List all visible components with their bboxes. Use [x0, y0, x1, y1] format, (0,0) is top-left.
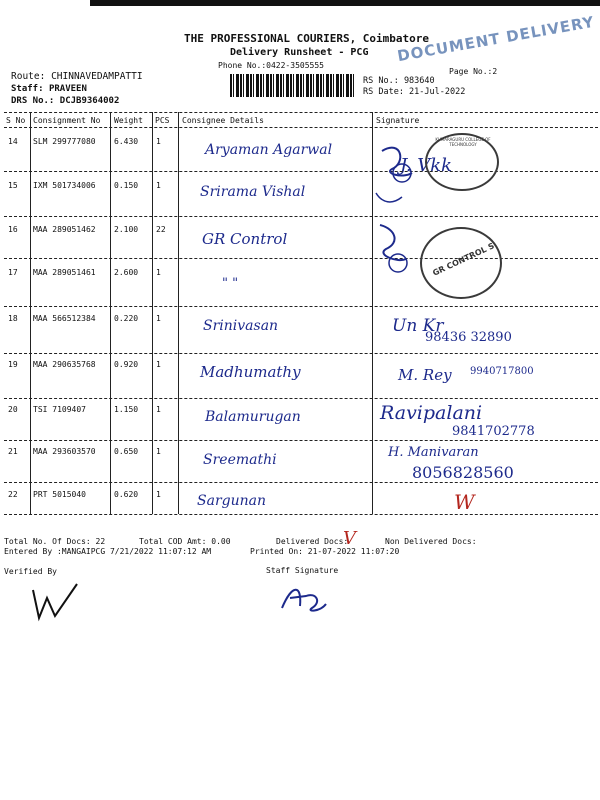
row-consignee-handwritten: Balamurugan	[205, 409, 301, 425]
row-consignee-ditto: " "	[222, 276, 239, 291]
row-consignment: PRT 5015040	[33, 490, 86, 499]
row-pcs: 1	[156, 360, 161, 369]
row-sno: 20	[8, 405, 18, 414]
col-header-signature: Signature	[376, 116, 420, 125]
rs-date: RS Date: 21-Jul-2022	[363, 87, 466, 97]
row-separator	[4, 306, 598, 307]
table-top-rule	[4, 112, 598, 113]
header-bottom-rule	[4, 127, 598, 128]
row-pcs: 1	[156, 490, 161, 499]
col-header-consignment: Consignment No	[33, 116, 101, 125]
row-signature: Ravipalani	[380, 402, 483, 424]
row-consignee-handwritten: GR Control	[202, 230, 288, 248]
row-pcs: 1	[156, 314, 161, 323]
row-separator	[4, 353, 598, 354]
seal-middle-text: GR CONTROL S	[431, 241, 496, 278]
row-pcs: 1	[156, 181, 161, 190]
drs-line	[11, 96, 119, 106]
row-separator	[4, 258, 598, 259]
row-sno: 17	[8, 268, 18, 277]
row-signature: H. Manivaran	[388, 445, 479, 460]
barcode	[230, 74, 355, 97]
row-sno: 22	[8, 490, 18, 499]
row-weight: 0.650	[114, 447, 139, 456]
row-consignee-handwritten: Aryaman Agarwal	[205, 142, 333, 158]
row-weight: 0.920	[114, 360, 139, 369]
route-label: Route:	[11, 71, 46, 82]
delivered-docs-label: Delivered Docs:	[276, 537, 349, 546]
company-title: THE PROFESSIONAL COURIERS, Coimbatore	[184, 32, 430, 45]
col-divider-weight	[152, 112, 153, 514]
col-divider-pcs	[178, 112, 179, 514]
row-consignee-handwritten: Srinivasan	[203, 318, 279, 334]
row-weight: 2.600	[114, 268, 139, 277]
row-consignment: MAA 289051461	[33, 268, 96, 277]
row-consignment: MAA 566512384	[33, 314, 96, 323]
table-bottom-rule	[4, 514, 598, 515]
printed-on: Printed On: 21-07-2022 11:07:20	[250, 547, 400, 556]
col-header-sno: S No	[6, 116, 26, 125]
row-phone-handwritten: 9940717800	[470, 366, 534, 377]
seal-top-text: KUMARAGURU COLLEGE OF TECHNOLOGY	[435, 137, 491, 147]
verifier-signature	[25, 580, 85, 625]
drs-value: DCJB9364002	[59, 96, 120, 106]
rs-number: RS No.: 983640	[363, 76, 435, 86]
total-docs: Total No. Of Docs: 22	[4, 537, 106, 546]
col-header-weight: Weight	[114, 116, 143, 125]
row-consignee-handwritten: Sreemathi	[203, 452, 277, 468]
row-pcs: 22	[156, 225, 166, 234]
col-divider-sno	[30, 112, 31, 514]
staff-value: PRAVEEN	[48, 84, 87, 94]
row-sno: 16	[8, 225, 18, 234]
row-consignment: MAA 289051462	[33, 225, 96, 234]
row-weight: 0.220	[114, 314, 139, 323]
staff-line	[11, 84, 87, 94]
page-number: Page No.:2	[449, 67, 498, 76]
row-phone-handwritten: 9841702778	[452, 424, 535, 439]
row-signature: M. Rey	[398, 366, 452, 384]
row-separator	[4, 398, 598, 399]
row-signature: J. Vkk	[400, 155, 453, 176]
row-consignment: MAA 293603570	[33, 447, 96, 456]
col-divider-consignment	[110, 112, 111, 514]
row-consignment: SLM 299777080	[33, 137, 96, 146]
staff-label: Staff:	[11, 84, 44, 94]
row-weight: 2.100	[114, 225, 139, 234]
phone-number: Phone No.:0422-3505555	[218, 61, 324, 70]
row-consignee-handwritten: Srirama Vishal	[200, 184, 306, 200]
row-weight: 0.150	[114, 181, 139, 190]
drs-label: DRS No.:	[11, 96, 55, 106]
row-phone-handwritten: 98436 32890	[425, 330, 512, 345]
total-cod: Total COD Amt: 0.00	[139, 537, 231, 546]
signature-scribbles	[362, 133, 452, 293]
row-signature: Un Kr	[392, 316, 444, 336]
col-header-pcs: PCS	[155, 116, 170, 125]
row-sno: 14	[8, 137, 18, 146]
runsheet-subtitle: Delivery Runsheet - PCG	[230, 47, 369, 58]
row-weight: 6.430	[114, 137, 139, 146]
row-consignment: TSI 7109407	[33, 405, 86, 414]
staff-signature-label: Staff Signature	[266, 566, 339, 575]
row-phone-handwritten: 8056828560	[412, 463, 514, 482]
staff-signature	[272, 578, 332, 618]
row-separator	[4, 216, 598, 217]
row-weight: 0.620	[114, 490, 139, 499]
row-separator	[4, 440, 598, 441]
row-signature: W	[454, 490, 475, 514]
row-consignee-handwritten: Madhumathy	[200, 363, 301, 381]
delivered-mark: V	[343, 528, 356, 549]
row-weight: 1.150	[114, 405, 139, 414]
row-consignment: IXM 501734006	[33, 181, 96, 190]
row-pcs: 1	[156, 447, 161, 456]
row-sno: 18	[8, 314, 18, 323]
row-pcs: 1	[156, 137, 161, 146]
route-value: CHINNAVEDAMPATTI	[51, 71, 143, 82]
entered-by: Entered By :MANGAIPCG 7/21/2022 11:07:12 AM	[4, 547, 212, 556]
row-sno: 15	[8, 181, 18, 190]
row-consignee-handwritten: Sargunan	[197, 493, 266, 509]
col-header-consignee: Consignee Details	[182, 116, 264, 125]
verified-by-label: Verified By	[4, 567, 57, 576]
document-delivery-stamp: DOCUMENT DELIVERY	[395, 12, 596, 66]
row-sno: 21	[8, 447, 18, 456]
row-separator	[4, 171, 598, 172]
row-consignment: MAA 290635768	[33, 360, 96, 369]
route-line	[11, 71, 143, 82]
row-separator	[4, 482, 598, 483]
row-pcs: 1	[156, 268, 161, 277]
non-delivered-docs-label: Non Delivered Docs:	[385, 537, 477, 546]
row-pcs: 1	[156, 405, 161, 414]
row-sno: 19	[8, 360, 18, 369]
top-edge-bar	[90, 0, 600, 6]
